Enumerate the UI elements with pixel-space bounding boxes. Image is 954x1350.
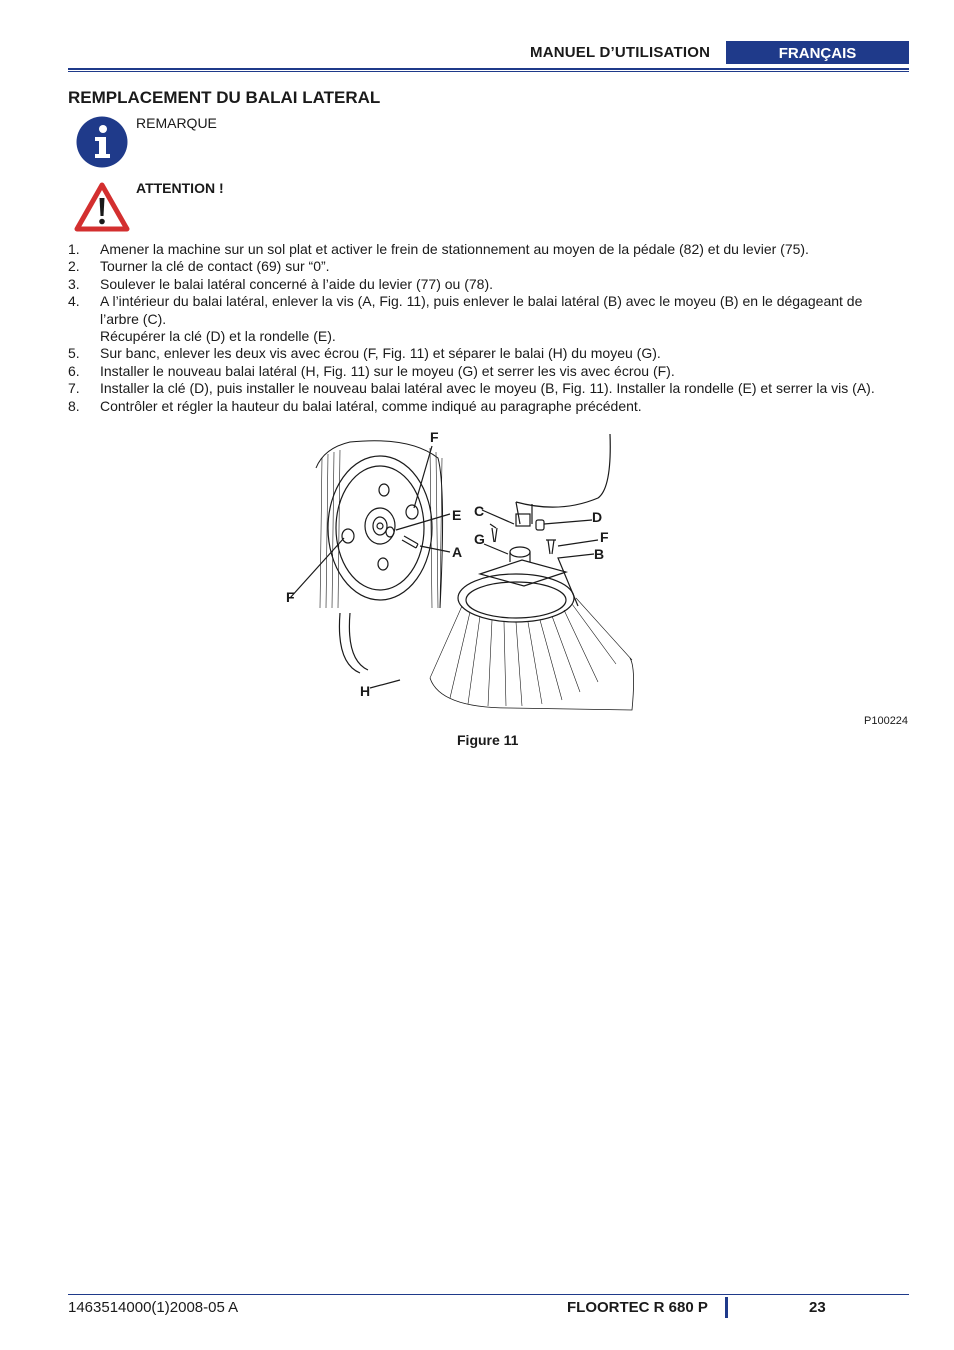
list-item-continuation: Récupérer la clé (D) et la rondelle (E). — [100, 328, 336, 345]
procedure-list — [68, 241, 903, 415]
list-item: 6. Installer le nouveau balai latéral (H, Fig. 11) sur le moyeu (G) et serrer les vis avec écrou (F). — [68, 362, 675, 379]
list-item: 3. Soulever le balai latéral concerné à l’aide du levier (77) ou (78). — [68, 275, 493, 292]
header-divider-thin — [68, 71, 909, 72]
language-badge: FRANÇAIS — [726, 41, 909, 64]
figure-11-drawing — [280, 428, 640, 713]
info-icon — [76, 116, 128, 168]
list-item: 1. Amener la machine sur un sol plat et activer le frein de stationnement au moyen de la pédale (82) et du levier (75). — [68, 241, 809, 257]
label-g: G — [474, 531, 485, 547]
note-label: REMARQUE — [136, 115, 217, 131]
figure-caption: Figure 11 — [457, 732, 519, 748]
list-item: 4. A l’intérieur du balai latéral, enlever la vis (A, Fig. 11), puis enlever le balai latéral (B) avec le moyeu (B) en le dégageant de l’arbre (C). — [68, 293, 863, 327]
label-a: A — [452, 544, 463, 560]
list-item: 5. Sur banc, enlever les deux vis avec écrou (F, Fig. 11) et séparer le balai (H) du moyeu (G). — [68, 345, 661, 362]
warning-label: ATTENTION ! — [136, 180, 224, 196]
label-d: D — [592, 509, 603, 525]
label-f-right: F — [600, 529, 609, 545]
page-number: 23 — [809, 1299, 826, 1316]
list-item: 8. Contrôler et régler la hauteur du balai latéral, comme indiqué au paragraphe précédent. — [68, 397, 642, 414]
document-number: 1463514000(1)2008-05 A — [68, 1299, 239, 1316]
list-item: 7. Installer la clé (D), puis installer le nouveau balai latéral avec le moyeu (B, Fig. 11). Installer la rondelle (E) et serrer la vis (A). — [68, 380, 875, 397]
label-e: E — [452, 507, 462, 523]
header-divider — [68, 68, 909, 70]
label-f-left: F — [286, 589, 295, 605]
footer-divider — [68, 1294, 909, 1295]
label-c: C — [474, 503, 485, 519]
label-b: B — [594, 546, 605, 562]
warning-triangle-icon — [74, 182, 130, 232]
section-title: REMPLACEMENT DU BALAI LATERAL — [68, 88, 381, 107]
label-h: H — [360, 683, 371, 699]
product-name: FLOORTEC R 680 P — [567, 1299, 708, 1316]
label-f-top: F — [430, 429, 439, 445]
footer-separator — [725, 1297, 728, 1318]
list-item: 2. Tourner la clé de contact (69) sur “0”. — [68, 258, 330, 275]
manual-title: MANUEL D’UTILISATION — [530, 44, 711, 61]
figure-code: P100224 — [864, 715, 909, 727]
